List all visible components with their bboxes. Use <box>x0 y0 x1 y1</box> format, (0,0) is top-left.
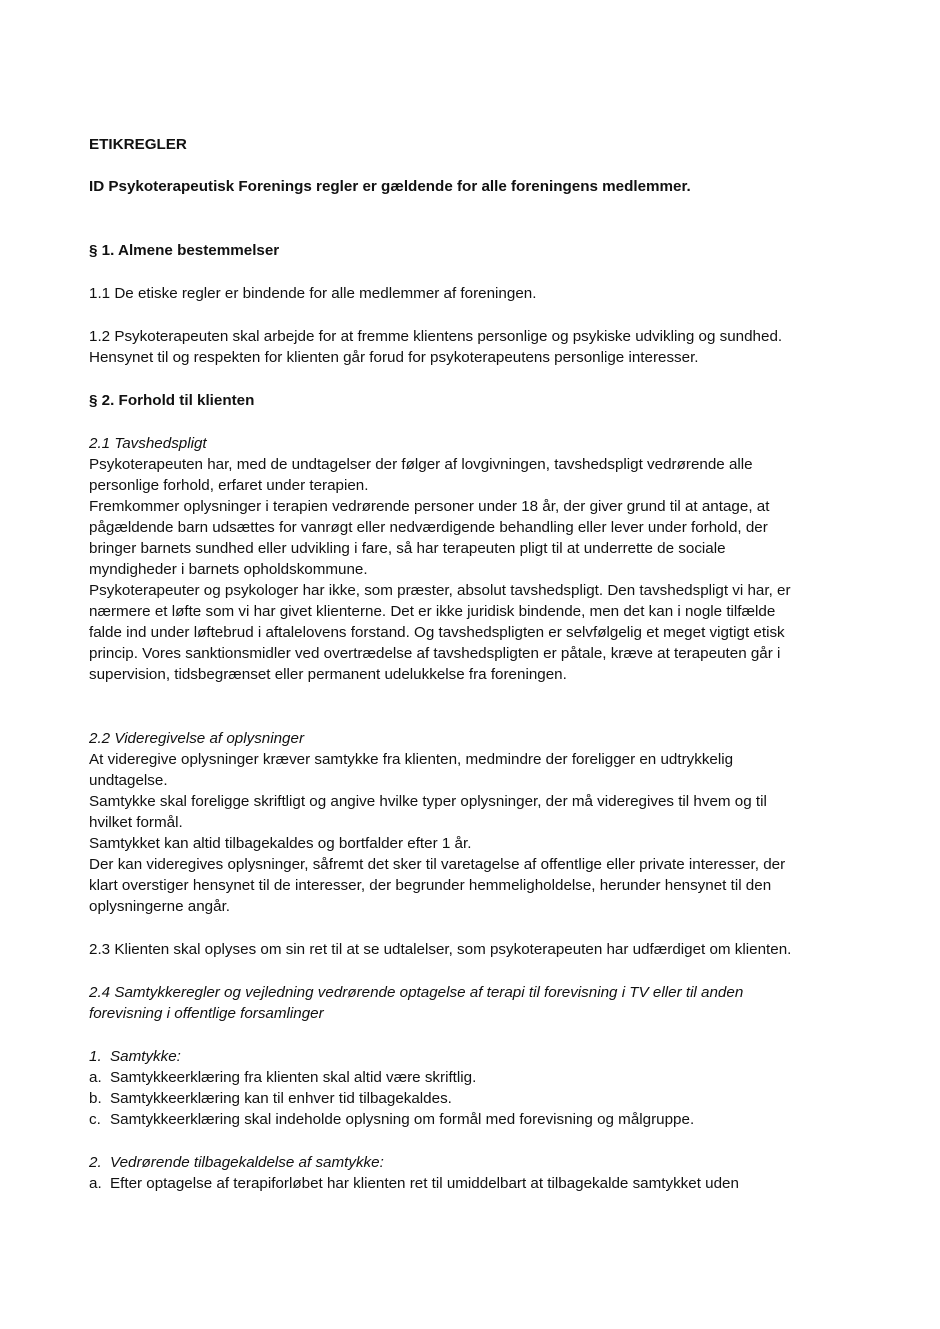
list-marker: a. <box>89 1069 102 1086</box>
text-line: oplysningerne angår. <box>89 898 231 915</box>
text-line: supervision, tidsbegrænset eller permanent udelukkelse fra foreningen. <box>89 666 567 683</box>
subsection-2-2-title: 2.2 Videregivelse af oplysninger <box>89 730 305 747</box>
text-line: nærmere et løfte som vi har givet klienterne. Det er ikke juridisk bindende, men det kan i nogle tilfælde <box>89 603 776 620</box>
section-1-heading: § 1. Almene bestemmelser <box>89 242 280 259</box>
text-line: pågældende barn udsættes for vanrøgt eller nedværdigende behandling eller lever under forhold, der <box>89 519 768 536</box>
list-marker: b. <box>89 1090 102 1107</box>
section-2-heading: § 2. Forhold til klienten <box>89 392 255 409</box>
text-line: Samtykke skal foreligge skriftligt og angive hvilke typer oplysninger, der må videregives til hvem og til <box>89 793 767 810</box>
list-item-text: Efter optagelse af terapiforløbet har klienten ret til umiddelbart at tilbagekalde samtykket uden <box>110 1175 739 1192</box>
list-marker: 1. <box>89 1048 102 1065</box>
subsection-2-4-title-line-1: 2.4 Samtykkeregler og vejledning vedrørende optagelse af terapi til forevisning i TV eller til anden <box>89 984 744 1001</box>
list-item <box>89 1067 849 1088</box>
text-line: Psykoterapeuten har, med de undtagelser der følger af lovgivningen, tavshedspligt vedrørende alle <box>89 456 753 473</box>
text-line: hvilket formål. <box>89 814 183 831</box>
text-line: Samtykket kan altid tilbagekaldes og bortfalder efter 1 år. <box>89 835 472 852</box>
text-line: bringer barnets sundhed eller udvikling i fare, så har terapeuten pligt til at underrette de sociale <box>89 540 726 557</box>
document-title: ETIKREGLER <box>89 136 187 153</box>
paragraph-1-2-line-2: Hensynet til og respekten for klienten går forud for psykoterapeutens personlige interesser. <box>89 349 699 366</box>
list-item <box>89 1109 849 1130</box>
text-line: princip. Vores sanktionsmidler ved overtrædelse af tavshedspligten er påtale, kræve at terapeuten går i <box>89 645 781 662</box>
list-item-title: Vedrørende tilbagekaldelse af samtykke: <box>110 1154 384 1171</box>
text-line: falde ind under løftebrud i aftalelovens forstand. Og tavshedspligten er selvfølgelig et meget vigtigt etisk <box>89 624 785 641</box>
text-line: Psykoterapeuter og psykologer har ikke, som præster, absolut tavshedspligt. Den tavshedspligt vi har, er <box>89 582 791 599</box>
document-body <box>89 134 849 1194</box>
text-line: klart overstiger hensynet til de interesser, der begrunder hemmeligholdelse, herunder hensynet til den <box>89 877 772 894</box>
list-item <box>89 1088 849 1109</box>
text-line: myndigheder i barnets opholdskommune. <box>89 561 368 578</box>
list-marker: 2. <box>89 1154 102 1171</box>
list-item-text: Samtykkeerklæring skal indeholde oplysning om formål med forevisning og målgruppe. <box>110 1111 695 1128</box>
paragraph-1-1: 1.1 De etiske regler er bindende for alle medlemmer af foreningen. <box>89 285 537 302</box>
list-item-text: Samtykkeerklæring kan til enhver tid tilbagekaldes. <box>110 1090 452 1107</box>
document-subtitle: ID Psykoterapeutisk Forenings regler er gældende for alle foreningens medlemmer. <box>89 178 691 195</box>
list-item <box>89 1173 849 1194</box>
text-line: Fremkommer oplysninger i terapien vedrørende personer under 18 år, der giver grund til at antage, at <box>89 498 770 515</box>
subsection-2-1-title: 2.1 Tavshedspligt <box>89 435 207 452</box>
list-item-samtykke <box>89 1046 849 1067</box>
list-item-text: Samtykkeerklæring fra klienten skal altid være skriftlig. <box>110 1069 477 1086</box>
subsection-2-4-title-line-2: forevisning i offentlige forsamlinger <box>89 1005 324 1022</box>
text-line: undtagelse. <box>89 772 168 789</box>
text-line: At videregive oplysninger kræver samtykke fra klienten, medmindre der foreligger en udtrykkelig <box>89 751 734 768</box>
list-marker: c. <box>89 1111 101 1128</box>
paragraph-1-2-line-1: 1.2 Psykoterapeuten skal arbejde for at fremme klientens personlige og psykiske udvikling og sundhed. <box>89 328 783 345</box>
list-item-tilbagekaldelse <box>89 1152 849 1173</box>
text-line: personlige forhold, erfaret under terapien. <box>89 477 369 494</box>
list-item-title: Samtykke: <box>110 1048 181 1065</box>
paragraph-2-3: 2.3 Klienten skal oplyses om sin ret til at se udtalelser, som psykoterapeuten har udfærdiget om klienten. <box>89 941 792 958</box>
text-line: Der kan videregives oplysninger, såfremt det sker til varetagelse af offentlige eller private interesser, der <box>89 856 786 873</box>
list-marker: a. <box>89 1175 102 1192</box>
